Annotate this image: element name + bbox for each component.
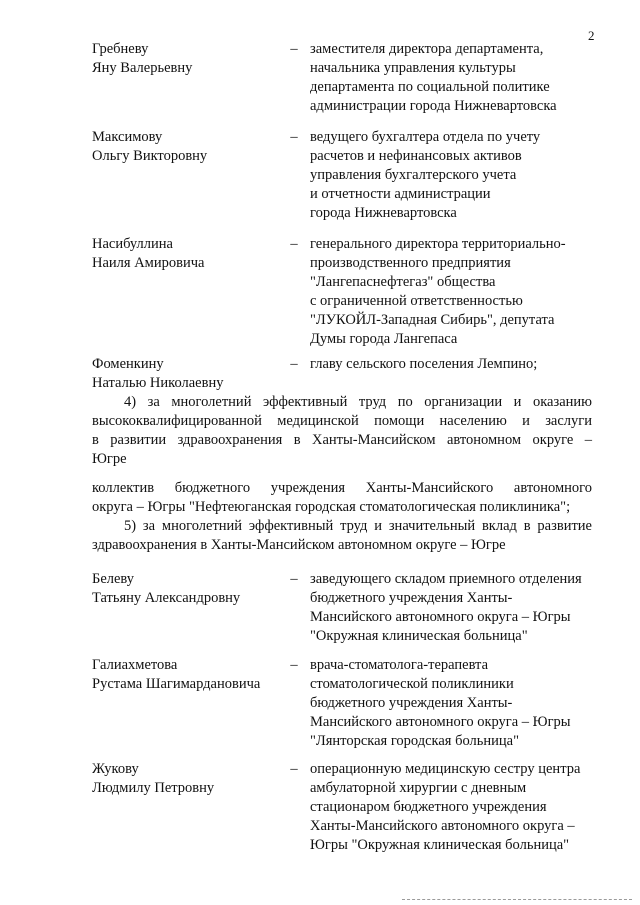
dash-separator: – xyxy=(290,236,298,252)
given-names: Татьяну Александровну xyxy=(92,590,241,606)
given-names: Наиля Амировича xyxy=(92,255,205,271)
dash-separator: – xyxy=(290,356,298,372)
position-description xyxy=(310,235,600,349)
description-line: "ЛУКОЙЛ-Западная Сибирь", депутата xyxy=(310,312,555,328)
dash-separator: – xyxy=(290,761,298,777)
surname: Гребневу xyxy=(92,41,149,57)
dash-separator: – xyxy=(290,129,298,145)
person-name xyxy=(92,40,282,78)
given-names: Ольгу Викторовну xyxy=(92,148,208,164)
dash-separator: – xyxy=(290,571,298,587)
description-line: заведующего складом приемного отделения xyxy=(310,571,582,587)
paragraph-line: 5) за многолетний эффективный труд и значительный вклад в развитие xyxy=(124,518,592,534)
given-names: Яну Валерьевну xyxy=(92,60,193,76)
dash-separator: – xyxy=(290,657,298,673)
paragraph-line: коллектив бюджетного учреждения Ханты-Мансийского автономного xyxy=(92,480,592,496)
paragraph-4 xyxy=(92,393,592,469)
surname: Максимову xyxy=(92,129,163,145)
description-line: стационаром бюджетного учреждения xyxy=(310,799,547,815)
description-line: Ханты-Мансийского автономного округа – xyxy=(310,818,575,834)
description-line: расчетов и нефинансовых активов xyxy=(310,148,522,164)
surname: Фоменкину xyxy=(92,356,164,372)
description-line: "Окружная клиническая больница" xyxy=(310,628,528,644)
surname: Галиахметова xyxy=(92,657,178,673)
description-line: Мансийского автономного округа – Югры xyxy=(310,609,571,625)
person-name xyxy=(92,355,282,393)
paragraph-line: 4) за многолетний эффективный труд по организации и оказанию xyxy=(124,394,592,410)
surname: Жукову xyxy=(92,761,139,777)
description-line: "Лангепаснефтегаз" общества xyxy=(310,274,496,290)
description-line: города Нижневартовска xyxy=(310,205,457,221)
paragraph-line: в развитии здравоохранения в Ханты-Мансийском автономном округе – xyxy=(92,432,592,448)
description-line: ведущего бухгалтера отдела по учету xyxy=(310,129,541,145)
given-names: Рустама Шагимардановича xyxy=(92,676,261,692)
description-line: управления бухгалтерского учета xyxy=(310,167,517,183)
description-line: заместителя директора департамента, xyxy=(310,41,544,57)
description-line: и отчетности администрации xyxy=(310,186,491,202)
description-line: главу сельского поселения Лемпино; xyxy=(310,356,538,372)
person-name xyxy=(92,656,282,694)
collective-award xyxy=(92,479,592,517)
paragraph-line: Югре xyxy=(92,451,127,467)
description-line: стоматологической поликлиники xyxy=(310,676,514,692)
position-description xyxy=(310,355,600,374)
given-names: Наталью Николаевну xyxy=(92,375,224,391)
person-name xyxy=(92,128,282,166)
given-names: Людмилу Петровну xyxy=(92,780,215,796)
scan-artifact-line xyxy=(402,899,632,901)
description-line: департамента по социальной политике xyxy=(310,79,550,95)
description-line: администрации города Нижневартовска xyxy=(310,98,557,114)
person-name xyxy=(92,570,282,608)
position-description xyxy=(310,760,600,855)
description-line: Думы города Лангепаса xyxy=(310,331,458,347)
description-line: Мансийского автономного округа – Югры xyxy=(310,714,571,730)
description-line: врача-стоматолога-терапевта xyxy=(310,657,489,673)
description-line: с ограниченной ответственностью xyxy=(310,293,523,309)
description-line: бюджетного учреждения Ханты- xyxy=(310,695,513,711)
position-description xyxy=(310,656,600,751)
paragraph-line: округа – Югры "Нефтеюганская городская стоматологическая поликлиника"; xyxy=(92,499,571,515)
description-line: производственного предприятия xyxy=(310,255,511,271)
dash-separator: – xyxy=(290,41,298,57)
description-line: "Лянторская городская больница" xyxy=(310,733,520,749)
description-line: амбулаторной хирургии с дневным xyxy=(310,780,527,796)
position-description xyxy=(310,570,600,646)
person-name xyxy=(92,235,282,273)
page-number: 2 xyxy=(588,28,595,43)
person-name xyxy=(92,760,282,798)
position-description xyxy=(310,128,600,223)
description-line: Югры "Окружная клиническая больница" xyxy=(310,837,570,853)
paragraph-5 xyxy=(92,517,592,555)
description-line: операционную медицинскую сестру центра xyxy=(310,761,581,777)
surname: Белеву xyxy=(92,571,135,587)
description-line: бюджетного учреждения Ханты- xyxy=(310,590,513,606)
paragraph-line: здравоохранения в Ханты-Мансийском автономном округе – Югре xyxy=(92,537,506,553)
paragraph-line: высококвалифицированной медицинской помощи населению и заслуги xyxy=(92,413,592,429)
position-description xyxy=(310,40,600,116)
surname: Насибуллина xyxy=(92,236,173,252)
description-line: начальника управления культуры xyxy=(310,60,516,76)
description-line: генерального директора территориально- xyxy=(310,236,566,252)
